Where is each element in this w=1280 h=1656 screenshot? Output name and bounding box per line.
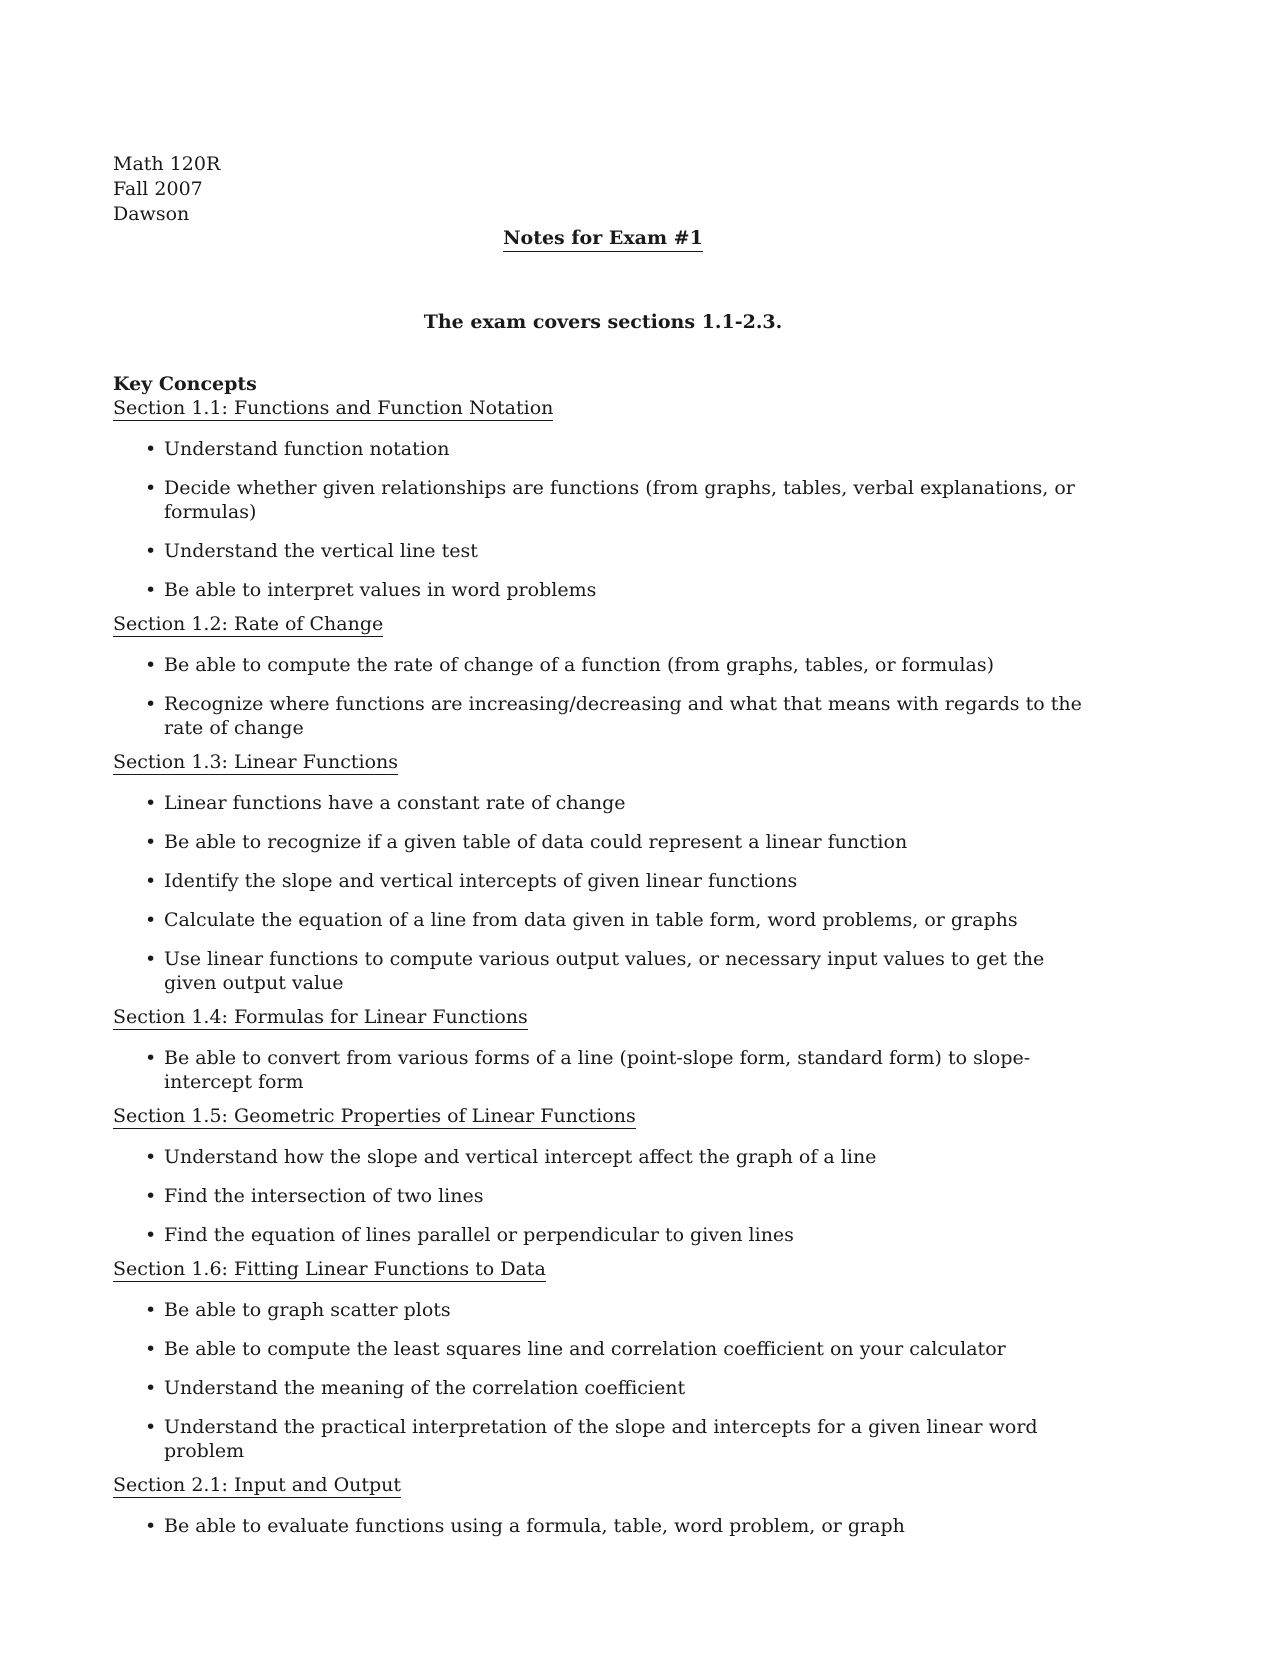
list-item-text: Be able to evaluate functions using a formula, table, word problem, or graph [164, 1515, 905, 1537]
list-item [113, 539, 1094, 563]
list-item-text: Recognize where functions are increasing/decreasing and what that means with regards to the rate of change [164, 693, 1082, 739]
list-item [113, 1223, 1094, 1247]
list-item-text: Linear functions have a constant rate of change [164, 792, 626, 814]
document-title: Notes for Exam #1 [503, 226, 703, 252]
list-item-text: Find the equation of lines parallel or perpendicular to given lines [164, 1224, 794, 1246]
list-item [113, 908, 1094, 932]
list-item [113, 1376, 1094, 1400]
list-item [113, 1514, 1094, 1538]
bullet-list [113, 1514, 1113, 1538]
list-item [113, 869, 1094, 893]
section-heading: Section 1.4: Formulas for Linear Functions [113, 1006, 528, 1028]
list-item [113, 1298, 1094, 1322]
instructor-name: Dawson [113, 203, 190, 225]
bullet-icon: • [145, 1299, 157, 1321]
list-item-text: Be able to recognize if a given table of data could represent a linear function [164, 831, 908, 853]
list-item [113, 791, 1094, 815]
section-heading-row [113, 1473, 1113, 1499]
course-name: Math 120R [113, 153, 221, 175]
bullet-list [113, 791, 1113, 995]
section-heading: Section 1.1: Functions and Function Notation [113, 397, 554, 419]
bullet-icon: • [145, 1224, 157, 1246]
list-item [113, 830, 1094, 854]
list-item [113, 578, 1094, 602]
section-heading-row [113, 750, 1113, 776]
list-item-text: Be able to interpret values in word problems [164, 579, 597, 601]
list-item-text: Understand how the slope and vertical intercept affect the graph of a line [164, 1146, 877, 1168]
bullet-icon: • [145, 540, 157, 562]
bullet-icon: • [145, 831, 157, 853]
title-row [113, 226, 1093, 252]
list-item [113, 947, 1094, 995]
coverage-statement: The exam covers sections 1.1-2.3. [423, 311, 783, 333]
bullet-icon: • [145, 477, 157, 499]
bullet-icon: • [145, 792, 157, 814]
list-item-text: Find the intersection of two lines [164, 1185, 484, 1207]
section-heading: Section 1.6: Fitting Linear Functions to Data [113, 1258, 546, 1280]
bullet-list [113, 653, 1113, 740]
bullet-icon: • [145, 1185, 157, 1207]
section-heading: Section 2.1: Input and Output [113, 1474, 402, 1496]
bullet-icon: • [145, 1416, 157, 1438]
bullet-icon: • [145, 948, 157, 970]
bullet-icon: • [145, 693, 157, 715]
list-item [113, 1145, 1094, 1169]
key-concepts-heading: Key Concepts [113, 373, 257, 395]
list-item-text: Use linear functions to compute various output values, or necessary input values to get the given output value [164, 948, 1045, 994]
bullet-icon: • [145, 579, 157, 601]
section-heading-row [113, 396, 1113, 422]
list-item [113, 1415, 1094, 1463]
section-heading: Section 1.3: Linear Functions [113, 751, 399, 773]
list-item-text: Understand function notation [164, 438, 450, 460]
section-heading: Section 1.2: Rate of Change [113, 613, 384, 635]
bullet-list [113, 1046, 1113, 1094]
list-item-text: Understand the practical interpretation of the slope and intercepts for a given linear word problem [164, 1416, 1038, 1462]
bullet-icon: • [145, 654, 157, 676]
section-heading-row [113, 612, 1113, 638]
list-item [113, 1184, 1094, 1208]
list-item-text: Calculate the equation of a line from data given in table form, word problems, or graphs [164, 909, 1018, 931]
list-item-text: Decide whether given relationships are functions (from graphs, tables, verbal explanations, or formulas) [164, 477, 1075, 523]
list-item-text: Be able to convert from various forms of a line (point-slope form, standard form) to slope-intercept form [164, 1047, 1031, 1093]
list-item [113, 1337, 1094, 1361]
bullet-list [113, 1145, 1113, 1247]
section-heading-row [113, 1257, 1113, 1283]
bullet-list [113, 437, 1113, 602]
bullet-icon: • [145, 1146, 157, 1168]
section-heading-row [113, 1104, 1113, 1130]
list-item-text: Be able to graph scatter plots [164, 1299, 451, 1321]
section-heading: Section 1.5: Geometric Properties of Linear Functions [113, 1105, 636, 1127]
sections-list [113, 396, 1113, 1538]
list-item [113, 476, 1094, 524]
bullet-icon: • [145, 1377, 157, 1399]
list-item [113, 653, 1094, 677]
bullet-list [113, 1298, 1113, 1463]
bullet-icon: • [145, 870, 157, 892]
list-item-text: Be able to compute the least squares line and correlation coefficient on your calculator [164, 1338, 1006, 1360]
bullet-icon: • [145, 1047, 157, 1069]
bullet-icon: • [145, 1515, 157, 1537]
bullet-icon: • [145, 909, 157, 931]
bullet-icon: • [145, 438, 157, 460]
list-item-text: Understand the vertical line test [164, 540, 478, 562]
term: Fall 2007 [113, 178, 203, 200]
list-item-text: Understand the meaning of the correlation coefficient [164, 1377, 686, 1399]
document-page [113, 152, 1113, 1538]
list-item [113, 437, 1094, 461]
list-item [113, 692, 1094, 740]
list-item [113, 1046, 1094, 1094]
section-heading-row [113, 1005, 1113, 1031]
list-item-text: Be able to compute the rate of change of a function (from graphs, tables, or formulas) [164, 654, 994, 676]
bullet-icon: • [145, 1338, 157, 1360]
list-item-text: Identify the slope and vertical intercepts of given linear functions [164, 870, 798, 892]
